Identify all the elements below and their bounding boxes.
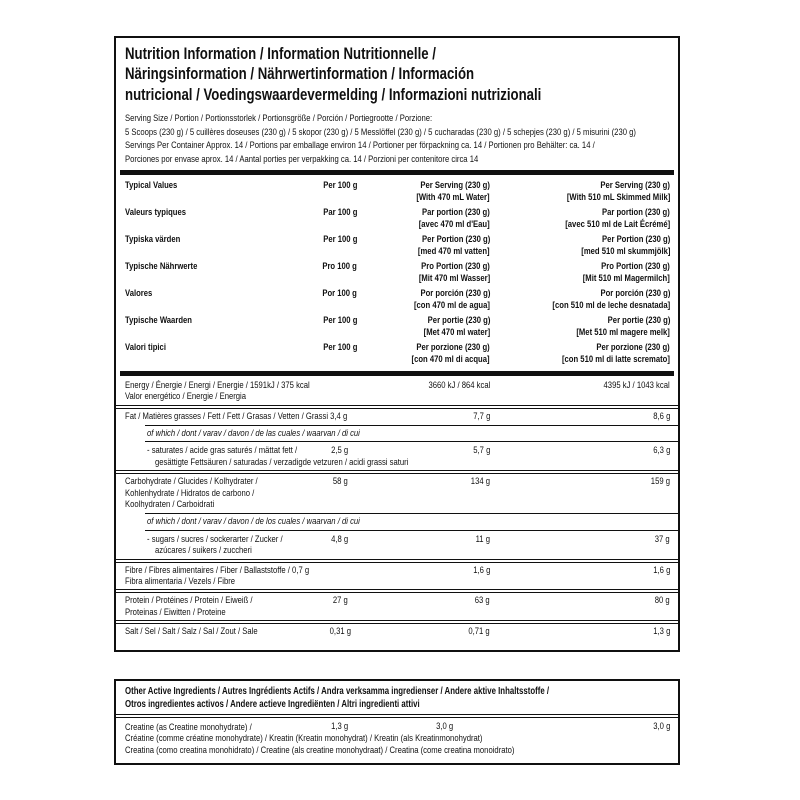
text: Fat / Matières grasses / Fett / Fett / Grasas / Vetten / Grassi 3,4 g <box>125 410 348 422</box>
label-text: Créatine (comme créatine monohydrate) / Kreatin (Kreatin monohydrat) / Kreatin (als Kreatinmonohydrat) <box>125 733 483 745</box>
value-text: 3,0 g <box>652 721 670 733</box>
text: [Mit 510 ml Magermilch] <box>582 273 670 285</box>
text: [con 510 ml di latte scremato] <box>562 354 670 366</box>
text: Salt / Sel / Salt / Salz / Sal / Zout / Sale <box>125 626 258 638</box>
value-text: 3,0 g <box>436 721 454 733</box>
value-per-serving-milk <box>494 565 670 576</box>
value-per-100g <box>290 445 390 456</box>
value-per-serving-milk <box>494 380 670 391</box>
header-line <box>494 300 670 312</box>
text: 1,6 g <box>652 564 670 576</box>
value-per-serving-water <box>390 380 490 391</box>
per-serving-water-header <box>300 342 490 366</box>
text: Valori tipici <box>125 342 166 354</box>
text: 2,5 g <box>331 445 349 457</box>
value-per-100g <box>290 595 390 606</box>
per-serving-water-header <box>300 207 490 231</box>
nutrient-row-energy <box>116 378 678 404</box>
text: [Mit 470 ml Wasser] <box>418 273 490 285</box>
header-label <box>125 261 215 273</box>
value-per-serving-milk <box>494 445 670 456</box>
text: Fibra alimentaria / Vezels / Fibre <box>125 576 236 587</box>
per-serving-water-header <box>300 261 490 285</box>
header-line <box>300 300 490 312</box>
header-line <box>494 261 670 273</box>
header-line <box>300 315 490 327</box>
text: Per portie (230 g) <box>607 315 670 327</box>
header-row-1 <box>116 178 678 205</box>
header-label <box>125 234 194 246</box>
nutrient-row-of-which-carbohydrate <box>116 516 678 528</box>
serving-text: Porciones por envase aprox. 14 / Aantal porties per verpakking ca. 14 / Porzioni per contenitore circa 14 <box>125 153 479 165</box>
nutrient-row-fibre <box>116 563 678 589</box>
text: Typiska värden <box>125 234 181 246</box>
title-text: nutricional / Voedingswaardevermelding / Informazioni nutrizionali <box>125 85 542 104</box>
row-divider <box>145 530 678 531</box>
header-line <box>494 192 670 204</box>
text: Pro Portion (230 g) <box>601 261 670 273</box>
header-row-4 <box>116 259 678 286</box>
text: 1,6 g <box>472 564 490 576</box>
header-line <box>300 234 490 246</box>
text: Per Portion (230 g) <box>601 234 670 246</box>
creatine-per-serving-milk <box>494 721 670 732</box>
header-line <box>300 192 490 204</box>
header-label <box>125 315 209 327</box>
text: 1,3 g <box>652 626 670 638</box>
label-text: Creatine (as Creatine monohydrate) / <box>125 721 252 733</box>
serving-text: 5 Scoops (230 g) / 5 cuillères doseuses (230 g) / 5 skopor (230 g) / 5 Messlöffel (230 g) / 5 cucharadas (230 g) / 5 schepjes (230 g) / 5 misurini (230 g) <box>125 126 636 138</box>
nutrient-label-line <box>125 576 678 587</box>
text: 11 g <box>475 533 490 545</box>
text: Per 100 g <box>322 342 358 354</box>
text: Per porzione (230 g) <box>416 342 490 354</box>
per-serving-milk-header <box>494 288 670 312</box>
value-per-serving-water <box>390 565 490 576</box>
per-serving-milk-header <box>494 180 670 204</box>
header-text: Other Active Ingredients / Autres Ingrédients Actifs / Andra verksamma ingredienser / Andere aktive Inhaltsstoffe / <box>125 686 550 697</box>
text: [con 510 ml de leche desnatada] <box>552 300 670 312</box>
header-line <box>300 219 490 231</box>
text: 63 g <box>475 595 490 607</box>
creatine-per-serving-water <box>390 721 500 732</box>
header-line <box>494 327 670 339</box>
text: Per 100 g <box>322 315 358 327</box>
text: - sugars / sucres / sockerarter / Zucker / <box>147 533 283 545</box>
text: Koolhydraten / Carboidrati <box>125 498 215 510</box>
text: Per Portion (230 g) <box>421 234 490 246</box>
text: 3660 kJ / 864 kcal <box>428 379 490 391</box>
text: 0,31 g <box>329 626 351 638</box>
text: Typische Waarden <box>125 315 192 327</box>
text: Valeurs typiques <box>125 207 186 219</box>
text: Per Serving (230 g) <box>600 180 670 192</box>
text: Per 100 g <box>322 234 358 246</box>
text: Par portion (230 g) <box>422 207 490 219</box>
header-row-7 <box>116 340 678 367</box>
value-per-serving-milk <box>494 626 670 637</box>
text: 159 g <box>650 476 670 488</box>
text: 4,8 g <box>331 533 349 545</box>
text: Kohlenhydrate / Hidratos de carbono / <box>125 487 255 499</box>
servings-per-container-line <box>125 153 678 167</box>
nutrient-label-line <box>125 391 678 402</box>
text: [With 510 mL Skimmed Milk] <box>566 192 670 204</box>
nutrient-label-line <box>125 499 678 510</box>
header-row-2 <box>116 205 678 232</box>
text: 0,71 g <box>468 626 490 638</box>
header-line <box>300 261 490 273</box>
header-row-5 <box>116 286 678 313</box>
nutrient-label-line <box>125 488 678 499</box>
text: 58 g <box>332 476 348 488</box>
text: 7,7 g <box>472 410 490 422</box>
text: [With 470 mL Water] <box>416 192 490 204</box>
text: Proteinas / Eiwitten / Proteine <box>125 606 226 618</box>
value-text: 1,3 g <box>331 721 349 733</box>
header-row-6 <box>116 313 678 340</box>
serving-size-label <box>125 112 678 126</box>
per-serving-milk-header <box>494 315 670 339</box>
panel-title <box>125 44 678 105</box>
row-divider <box>116 470 678 474</box>
value-per-100g <box>290 534 390 545</box>
per-serving-water-header <box>300 288 490 312</box>
text: Protein / Protéines / Protein / Eiweiß / <box>125 595 253 607</box>
header-line <box>494 219 670 231</box>
header-line <box>300 180 490 192</box>
text: gesättigte Fettsäuren / saturadas / verzadigde vetzuren / acidi grassi saturi <box>155 456 409 468</box>
row-divider <box>116 405 678 409</box>
text: Par portion (230 g) <box>602 207 670 219</box>
text: Per Serving (230 g) <box>420 180 490 192</box>
nutrient-row-salt <box>116 625 678 639</box>
nutrient-label-line <box>125 607 678 618</box>
text: Typische Nährwerte <box>125 261 198 273</box>
text: Por 100 g <box>322 288 358 300</box>
header-label <box>125 207 201 219</box>
text: Per portie (230 g) <box>427 315 490 327</box>
text: [Met 470 ml water] <box>423 327 490 339</box>
text: Por porción (230 g) <box>600 288 670 300</box>
nutrient-row-protein <box>116 594 678 620</box>
text: Per 100 g <box>322 180 358 192</box>
text: [med 470 ml vatten] <box>418 246 490 258</box>
other-ingredients-header-line <box>125 686 669 699</box>
row-divider <box>145 425 678 426</box>
header-text: Otros ingredientes activos / Andere actieve Ingrediënten / Altri ingredienti attivi <box>125 698 420 710</box>
per-serving-water-header <box>300 315 490 339</box>
nutrient-label-line <box>147 516 678 527</box>
text: Valor energético / Energie / Energia <box>125 391 247 403</box>
nutrient-table <box>116 378 678 639</box>
header-row-3 <box>116 232 678 259</box>
nutrient-label-line <box>155 545 678 556</box>
text: [con 470 ml di acqua] <box>411 354 490 366</box>
other-ingredients-panel <box>114 679 680 765</box>
column-headers <box>116 178 678 367</box>
header-line <box>494 288 670 300</box>
row-divider <box>116 620 678 624</box>
creatine-translation-line <box>125 733 678 745</box>
text: Carbohydrate / Glucides / Kolhydrater / <box>125 476 258 488</box>
value-per-100g <box>290 626 390 637</box>
text: 6,3 g <box>652 445 670 457</box>
text: Por porción (230 g) <box>420 288 490 300</box>
text: [Met 510 ml magere melk] <box>576 327 670 339</box>
value-per-serving-water <box>390 476 490 487</box>
other-ingredients-header-line <box>125 699 669 712</box>
nutrient-row-carbohydrate <box>116 475 678 512</box>
panel-title-line <box>125 44 678 64</box>
text: 8,6 g <box>652 410 670 422</box>
thick-divider <box>120 371 674 376</box>
header-line <box>494 234 670 246</box>
row-divider <box>116 714 678 718</box>
header-line <box>494 273 670 285</box>
value-per-100g <box>290 476 390 487</box>
nutrient-label-line <box>155 457 678 468</box>
panel-title-line <box>125 85 678 105</box>
nutrient-label-line <box>147 428 678 439</box>
title-text: Nutrition Information / Information Nutritionnelle / <box>125 45 436 63</box>
per-serving-milk-header <box>494 234 670 258</box>
text: 80 g <box>655 595 670 607</box>
value-per-serving-milk <box>494 595 670 606</box>
row-divider <box>116 589 678 593</box>
per-serving-milk-header <box>494 207 670 231</box>
per-serving-milk-header <box>494 342 670 366</box>
value-per-serving-milk <box>494 534 670 545</box>
text: Valores <box>125 288 153 300</box>
text: [avec 470 ml d'Eau] <box>419 219 490 231</box>
servings-per-container-line <box>125 139 678 153</box>
header-line <box>494 342 670 354</box>
header-line <box>300 273 490 285</box>
value-per-serving-water <box>390 595 490 606</box>
text: of which / dont / varav / davon / de las cuales / waarvan / di cui <box>147 427 360 439</box>
header-line <box>494 207 670 219</box>
title-text: Näringsinformation / Nährwertinformation / Información <box>125 65 475 84</box>
text: [med 510 ml skummjölk] <box>580 246 670 258</box>
header-line <box>300 207 490 219</box>
header-label <box>125 180 190 192</box>
text: 5,7 g <box>472 445 490 457</box>
text: 4395 kJ / 1043 kcal <box>603 379 670 391</box>
nutrient-row-of-which-fat <box>116 427 678 439</box>
header-line <box>494 315 670 327</box>
nutrient-row-saturates <box>116 444 678 470</box>
serving-text: Serving Size / Portion / Portionsstorlek / Portionsgröße / Porción / Portiegrootte / Porzione: <box>125 113 433 125</box>
header-line <box>300 327 490 339</box>
value-per-serving-water <box>390 411 490 422</box>
value-per-serving-water <box>390 534 490 545</box>
row-divider <box>145 441 678 442</box>
serving-size-value <box>125 126 678 140</box>
text: [con 470 ml de agua] <box>414 300 490 312</box>
label-text: Creatina (como creatina monohidrato) / Creatine (als creatine monohydraat) / Creatina (come creatina monoidrato) <box>125 745 515 757</box>
nutrition-facts-panel <box>114 36 680 652</box>
header-label <box>125 288 159 300</box>
serving-text: Servings Per Container Approx. 14 / Portions par emballage environ 14 / Portioner per förpackning ca. 14 / Portionen pro Behälter: ca. 14 / <box>125 140 595 152</box>
thick-divider <box>120 170 674 175</box>
value-per-serving-water <box>390 445 490 456</box>
text: Per porzione (230 g) <box>596 342 670 354</box>
other-ingredients-header <box>125 686 669 712</box>
nutrient-row-sugars <box>116 532 678 558</box>
text: 37 g <box>655 533 670 545</box>
text: Pro Portion (230 g) <box>421 261 490 273</box>
value-per-serving-milk <box>494 411 670 422</box>
per-serving-milk-header <box>494 261 670 285</box>
text: of which / dont / varav / davon / de los cuales / waarvan / di cui <box>147 516 360 528</box>
creatine-per-100g <box>290 721 390 732</box>
value-per-serving-milk <box>494 476 670 487</box>
text: Fibre / Fibres alimentaires / Fiber / Ballaststoffe / 0,7 g <box>125 564 310 576</box>
text: 27 g <box>332 595 348 607</box>
header-line <box>300 342 490 354</box>
creatine-translation-line <box>125 745 678 757</box>
serving-info <box>125 112 678 166</box>
header-line <box>300 246 490 258</box>
per-serving-water-header <box>300 234 490 258</box>
header-label <box>125 342 176 354</box>
per-serving-water-header <box>300 180 490 204</box>
creatine-row <box>116 720 678 759</box>
header-line <box>300 288 490 300</box>
text: - saturates / acide gras saturés / mättat fett / <box>147 445 298 457</box>
text: Typical Values <box>125 180 178 192</box>
header-line <box>494 180 670 192</box>
header-line <box>300 354 490 366</box>
panel-title-line <box>125 64 678 84</box>
value-per-serving-water <box>390 626 490 637</box>
row-divider <box>145 513 678 514</box>
row-divider <box>116 559 678 563</box>
text: azúcares / suikers / zuccheri <box>155 545 252 557</box>
nutrient-row-fat <box>116 409 678 423</box>
text: Pro 100 g <box>322 261 358 273</box>
text: Energy / Énergie / Energi / Energie / 1591kJ / 375 kcal <box>125 379 310 391</box>
header-line <box>494 354 670 366</box>
text: Par 100 g <box>322 207 358 219</box>
text: [avec 510 ml de Lait Écrémé] <box>565 219 670 231</box>
text: 134 g <box>470 476 490 488</box>
header-line <box>494 246 670 258</box>
